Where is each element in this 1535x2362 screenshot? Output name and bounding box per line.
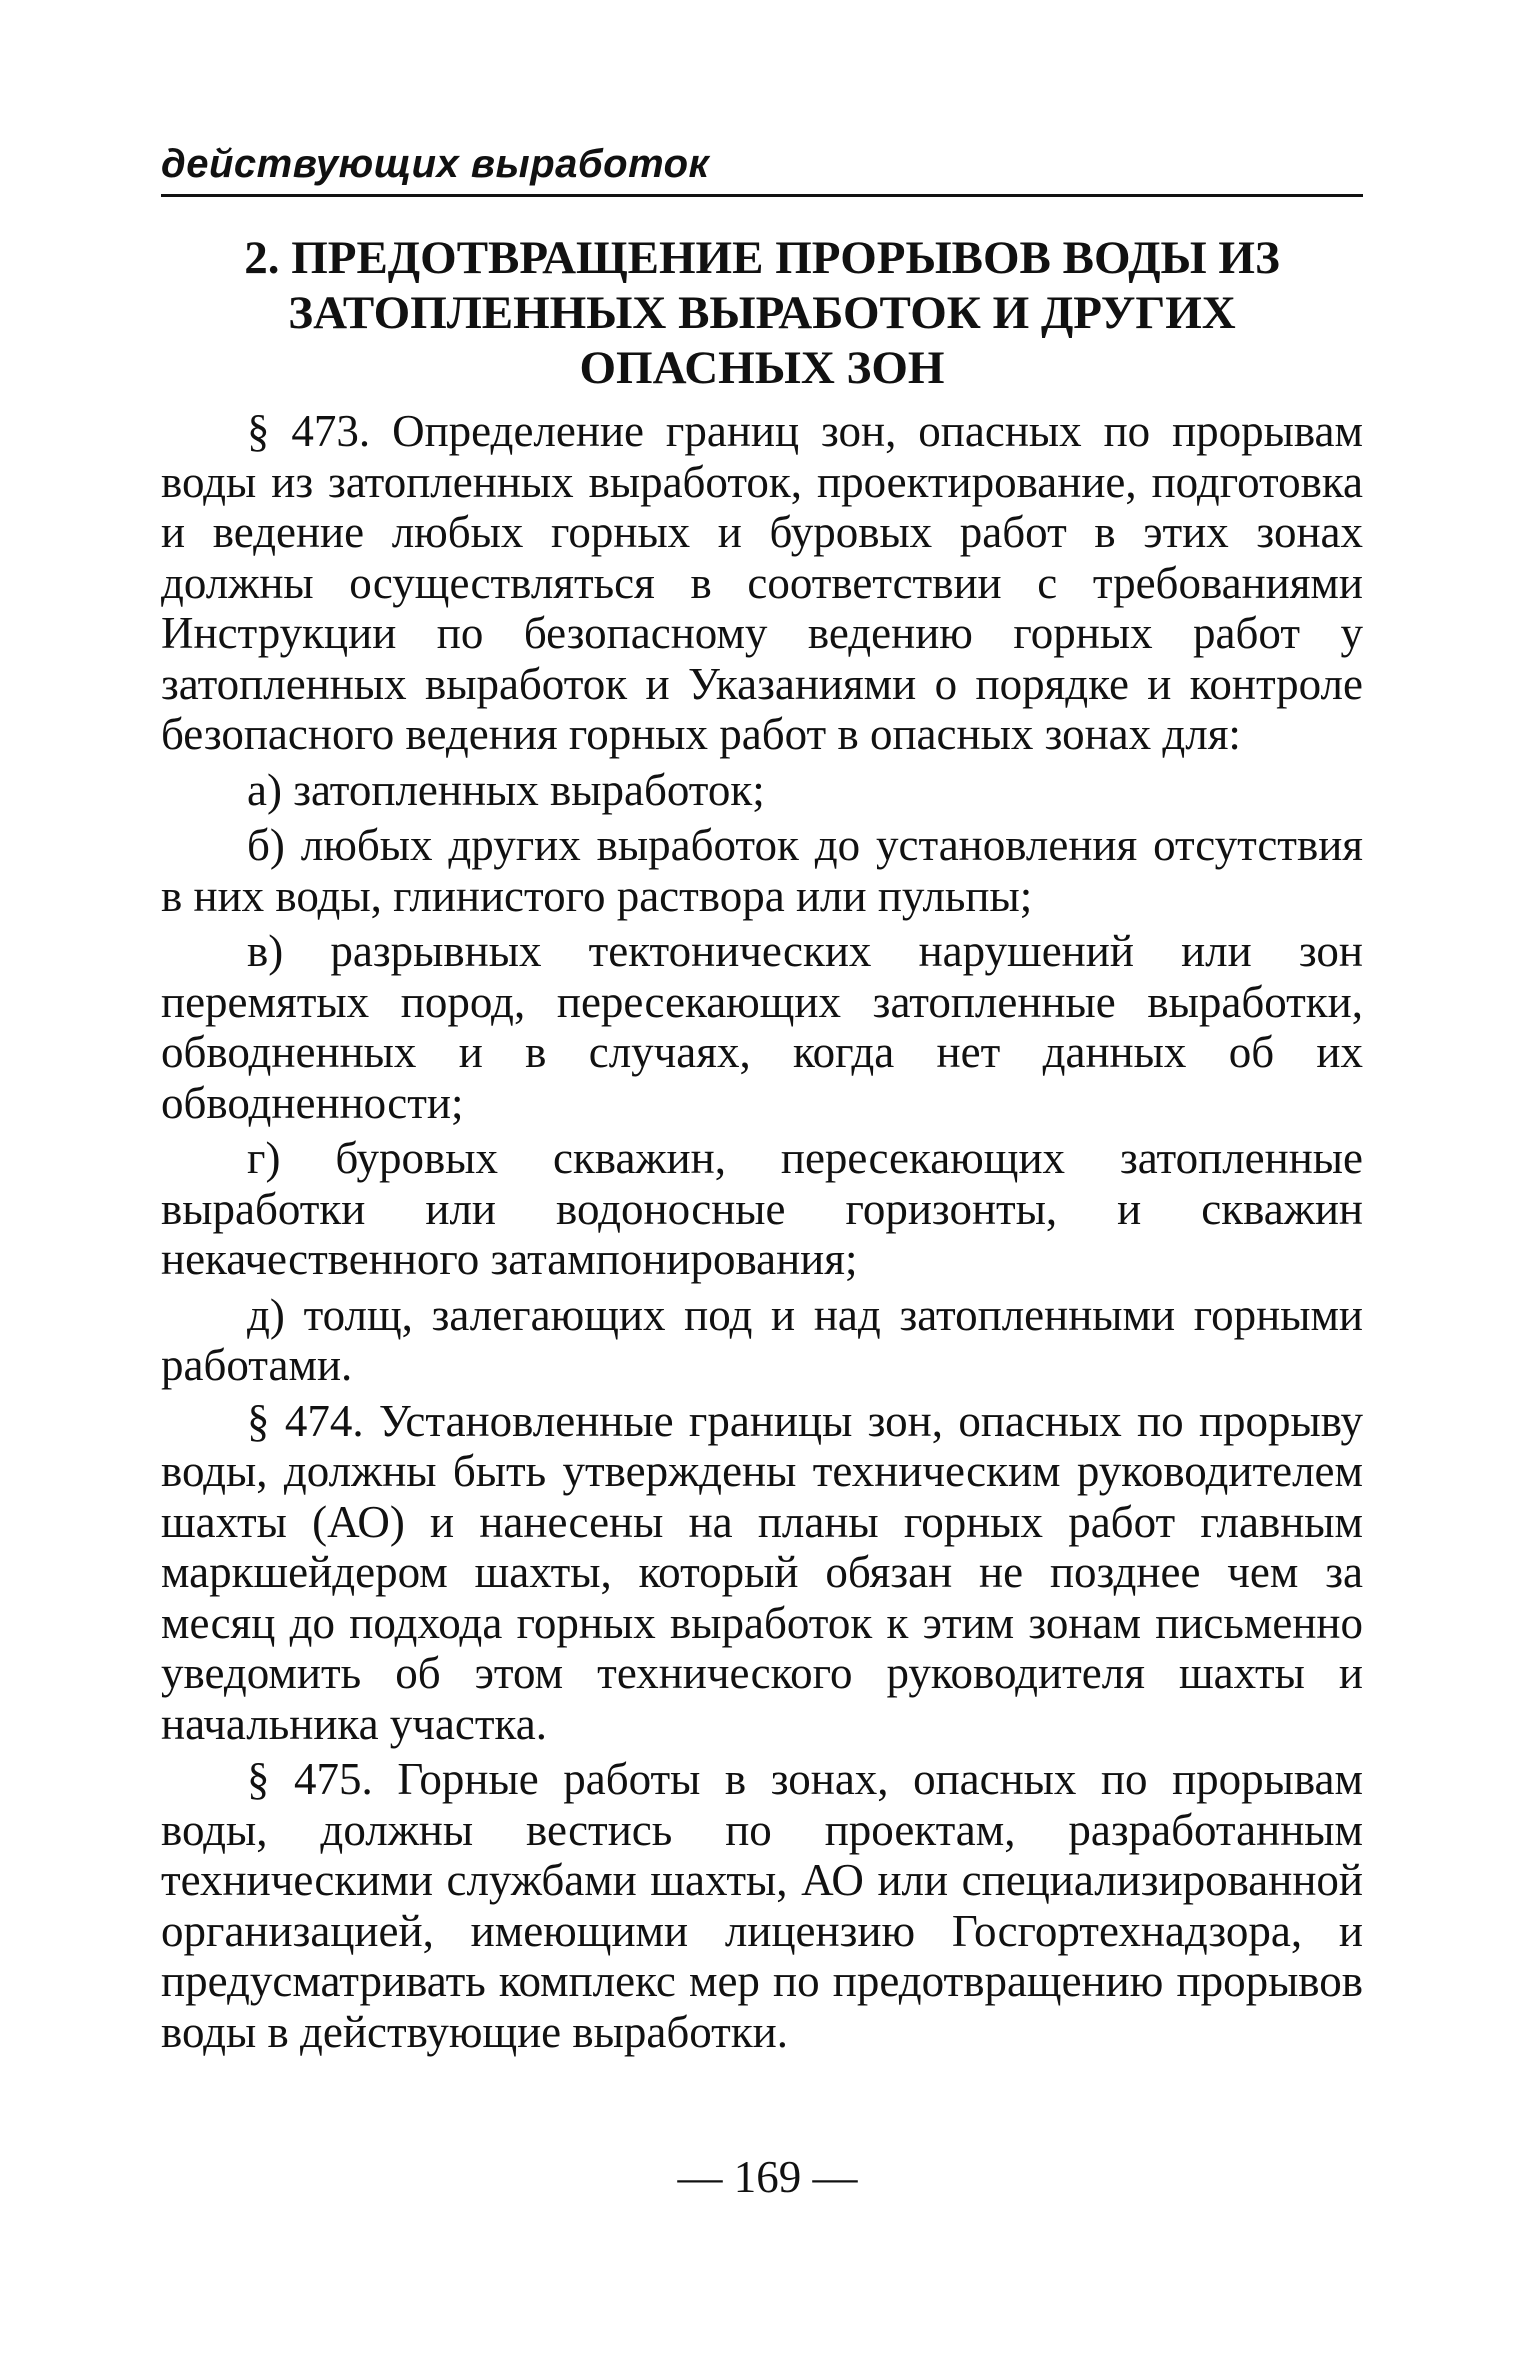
list-item-v: в) разрывных тектонических нарушений или зон перемятых пород, пересекающих затопленные выработки, обводненных и в случаях, когда нет данных об их обводненности; <box>161 926 1363 1128</box>
running-head: действующих выработок <box>161 140 1363 197</box>
page-number: — 169 — <box>677 2152 858 2202</box>
section-title: 2. ПРЕДОТВРАЩЕНИЕ ПРОРЫВОВ ВОДЫ ИЗ ЗАТОПЛЕННЫХ ВЫРАБОТОК И ДРУГИХ ОПАСНЫХ ЗОН <box>244 232 1280 394</box>
list-item-g: г) буровых скважин, пересекающих затопленные выработки или водоносные горизонты, и скважин некачественного затампонирования; <box>161 1133 1363 1284</box>
book-page <box>161 140 1363 2062</box>
paragraph-474: § 474. Установленные границы зон, опасных по прорыву воды, должны быть утверждены техническим руководителем шахты (АО) и нанесены на планы горных работ главным маркшейдером шахты, который обязан не позднее чем за месяц до подхода горных выработок к этим зонам письменно уведомить об этом технического руководителя шахты и начальника участка. <box>161 1395 1363 1749</box>
paragraph-473: § 473. Определение границ зон, опасных по прорывам воды из затопленных выработок, проектирование, подготовка и ведение любых горных и буровых работ в этих зонах должны осуществляться в соответствии с требованиями Инструкции по безопасному ведению горных работ у затопленных выработок и Указаниями о порядке и контроле безопасного ведения горных работ в опасных зонах для: <box>161 406 1363 759</box>
list-item-d: д) толщ, залегающих под и над затопленными горными работами. <box>161 1289 1363 1390</box>
body-text <box>161 406 1363 2057</box>
list-item-a: а) затопленных выработок; <box>247 764 765 815</box>
paragraph-475: § 475. Горные работы в зонах, опасных по прорывам воды, должны вестись по проектам, разработанным техническими службами шахты, АО или специализированной организацией, имеющими лицензию Госгортехнадзора, и предусматривать комплекс мер по предотвращению прорывов воды в действующие выработки. <box>161 1754 1363 2057</box>
list-item-b: б) любых других выработок до установления отсутствия в них воды, глинистого раствора или пульпы; <box>161 820 1363 921</box>
